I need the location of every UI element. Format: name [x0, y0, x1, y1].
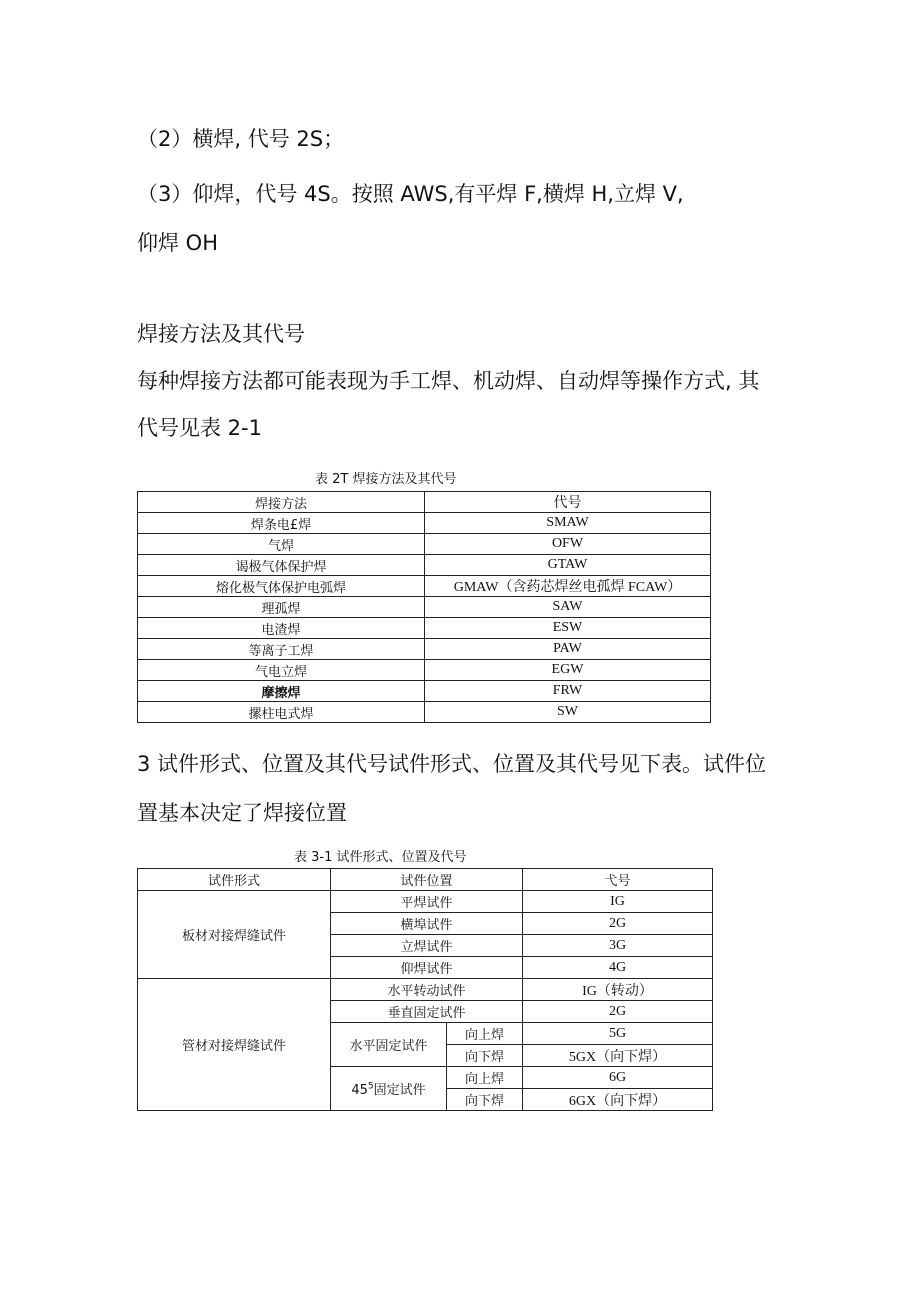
table-row: [138, 618, 711, 639]
position-cell: 水平转动试件: [331, 979, 523, 1001]
code-cell: IG（转动）: [523, 979, 713, 1001]
code-cell: GTAW: [425, 555, 711, 576]
incline-angle: 45: [351, 1083, 368, 1098]
position-cell: 垂直固定试件: [331, 1001, 523, 1023]
position-cell: 水平固定试件: [331, 1023, 447, 1067]
position-cell: [331, 1067, 447, 1111]
direction-cell: 向上焊: [447, 1023, 523, 1045]
weld-method-table: [137, 491, 711, 723]
paragraph-weld-methods-desc: 每种焊接方法都可能表现为手工焊、机动焊、自动焊等操作方式, 其: [137, 369, 760, 393]
paragraph-horizontal-weld: （2）横焊, 代号 2S；: [137, 127, 345, 151]
paragraph-see-table-2-1: 代号见表 2-1: [137, 416, 262, 440]
code-cell: SW: [425, 702, 711, 723]
table-header-row: [138, 869, 713, 891]
table-row: [138, 639, 711, 660]
table-row: [138, 513, 711, 534]
method-cell: 理孤焊: [138, 597, 425, 618]
header-cell: 试件位置: [331, 869, 523, 891]
paragraph-overhead-weld-aws: （3）仰焊，代号 4S。按照 AWS,有平焊 F,横焊 H,立焊 V,: [137, 182, 684, 206]
direction-cell: 向上焊: [447, 1067, 523, 1089]
code-cell: 6G: [523, 1067, 713, 1089]
method-cell: 摩擦焊: [138, 681, 425, 702]
code-cell: 5G: [523, 1023, 713, 1045]
table-row: [138, 891, 713, 913]
method-cell: 等离子工焊: [138, 639, 425, 660]
method-cell: 摞柱电式焊: [138, 702, 425, 723]
table1-caption: 表 2T 焊接方法及其代号: [315, 472, 457, 487]
code-cell: SMAW: [425, 513, 711, 534]
code-cell: ESW: [425, 618, 711, 639]
method-cell: 谒极气体保护焊: [138, 555, 425, 576]
direction-cell: 向下焊: [447, 1089, 523, 1111]
specimen-position-table: [137, 868, 713, 1111]
table-row: [138, 597, 711, 618]
table-row: [138, 660, 711, 681]
code-cell: SAW: [425, 597, 711, 618]
method-cell: 熔化极气体保护电弧焊: [138, 576, 425, 597]
method-cell: 焊条电£焊: [138, 513, 425, 534]
code-cell: 2G: [523, 913, 713, 935]
table-row: [138, 534, 711, 555]
section-heading-weld-methods: 焊接方法及其代号: [137, 322, 305, 346]
paragraph-specimen-position: 置基本决定了焊接位置: [137, 801, 347, 825]
position-cell: 仰焊试件: [331, 957, 523, 979]
paragraph-overhead-oh: 仰焊 OH: [137, 231, 218, 255]
code-cell: 3G: [523, 935, 713, 957]
table-row: [138, 681, 711, 702]
header-cell: 焊接方法: [138, 492, 425, 513]
code-cell: 2G: [523, 1001, 713, 1023]
position-cell: 横埠试件: [331, 913, 523, 935]
code-cell: IG: [523, 891, 713, 913]
specimen-form-cell: 管材对接焊缝试件: [138, 979, 331, 1111]
direction-cell: 向下焊: [447, 1045, 523, 1067]
table-row: [138, 555, 711, 576]
code-cell: 4G: [523, 957, 713, 979]
header-cell: 代号: [425, 492, 711, 513]
incline-angle-sup: 5: [367, 1081, 374, 1092]
specimen-form-cell: 板材对接焊缝试件: [138, 891, 331, 979]
header-cell: 试件形式: [138, 869, 331, 891]
method-cell: 电渣焊: [138, 618, 425, 639]
header-cell: 弋号: [523, 869, 713, 891]
code-cell: EGW: [425, 660, 711, 681]
code-cell: FRW: [425, 681, 711, 702]
table-row: [138, 576, 711, 597]
code-cell: GMAW（含药芯焊丝电孤焊 FCAW）: [425, 576, 711, 597]
code-cell: OFW: [425, 534, 711, 555]
position-cell: 立焊试件: [331, 935, 523, 957]
position-cell: 平焊试件: [331, 891, 523, 913]
method-cell: 气焊: [138, 534, 425, 555]
table-row: [138, 702, 711, 723]
method-cell: 气电立焊: [138, 660, 425, 681]
table-header-row: [138, 492, 711, 513]
table-row: [138, 979, 713, 1001]
code-cell: 5GX（向下焊）: [523, 1045, 713, 1067]
table2-caption: 表 3-1 试件形式、位置及代号: [294, 850, 467, 865]
code-cell: 6GX（向下焊）: [523, 1089, 713, 1111]
incline-label: 固定试件: [373, 1083, 426, 1098]
code-cell: PAW: [425, 639, 711, 660]
paragraph-specimen-forms: 3 试件形式、位置及其代号试件形式、位置及其代号见下表。试件位: [137, 752, 767, 776]
